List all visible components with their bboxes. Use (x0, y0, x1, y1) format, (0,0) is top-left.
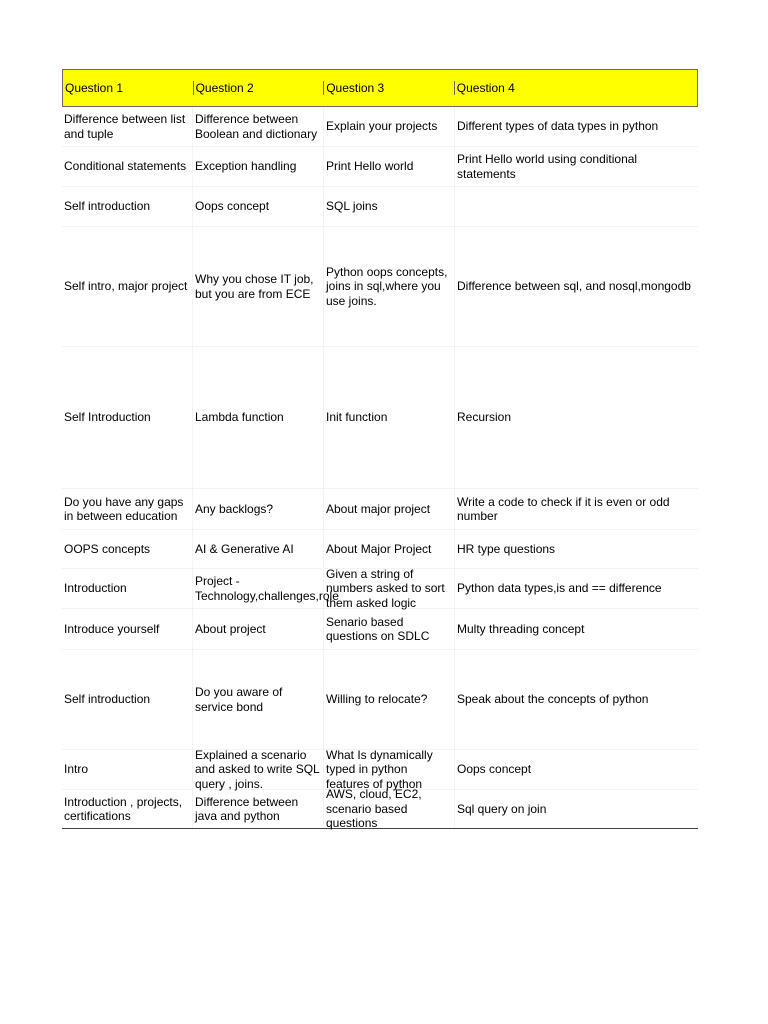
table-cell[interactable]: Python oops concepts, joins in sql,where you use joins. (324, 227, 455, 346)
table-cell[interactable]: Explain your projects (324, 107, 455, 146)
table-row (62, 107, 698, 147)
table-cell[interactable]: Self introduction (62, 187, 193, 226)
table-cell[interactable]: Project - Technology,challenges,role (193, 569, 324, 608)
table-cell[interactable]: Write a code to check if it is even or odd number (457, 494, 670, 523)
table-cell[interactable]: Oops concept (193, 187, 324, 226)
table-cell[interactable]: Senario based questions on SDLC (324, 609, 455, 649)
table-cell[interactable]: Introduction (62, 569, 193, 608)
spreadsheet-table (62, 69, 698, 829)
header-row (62, 69, 698, 107)
table-cell[interactable]: About Major Project (324, 530, 455, 568)
table-cell[interactable]: Willing to relocate? (324, 650, 455, 749)
table-row (62, 650, 698, 750)
table-cell[interactable]: AWS, cloud, EC2, scenario based questions (324, 790, 455, 828)
table-cell[interactable]: Exception handling (193, 147, 324, 186)
table-cell[interactable]: Why you chose IT job, but you are from ECE (193, 227, 324, 346)
table-row (62, 530, 698, 569)
table-cell[interactable]: Introduction , projects, certifications (62, 790, 193, 828)
table-cell[interactable]: Self Introduction (62, 347, 193, 488)
table-row (62, 147, 698, 187)
table-row (62, 227, 698, 347)
table-cell[interactable]: Difference between Boolean and dictionary (193, 107, 324, 146)
table-cell[interactable]: Introduce yourself (62, 609, 193, 649)
table-cell[interactable]: Do you aware of service bond (193, 650, 324, 749)
header-cell-question-4[interactable]: Question 4 (456, 80, 515, 95)
table-cell[interactable]: Sql query on join (457, 801, 547, 816)
table-cell[interactable]: About major project (324, 489, 455, 529)
table-cell[interactable]: Print Hello world (324, 147, 455, 186)
table-row (62, 609, 698, 650)
table-cell[interactable]: Self intro, major project (62, 227, 193, 346)
table-cell[interactable]: Difference between list and tuple (62, 107, 193, 146)
table-cell[interactable]: SQL joins (324, 187, 455, 226)
table-cell[interactable]: Recursion (457, 410, 512, 425)
table-cell[interactable]: Lambda function (193, 347, 324, 488)
table-cell[interactable]: Do you have any gaps in between education (62, 489, 193, 529)
table-cell[interactable]: AI & Generative AI (193, 530, 324, 568)
table-cell[interactable]: Difference between java and python (193, 790, 324, 828)
table-cell[interactable]: Self introduction (62, 650, 193, 749)
table-cell[interactable]: OOPS concepts (62, 530, 193, 568)
table-cell[interactable]: Print Hello world using conditional statements (457, 152, 638, 181)
table-cell[interactable]: Multy threading concept (457, 621, 585, 636)
table-cell[interactable]: Intro (62, 750, 193, 789)
header-cell-question-1[interactable]: Question 1 (63, 81, 194, 96)
table-cell[interactable]: Speak about the concepts of python (457, 692, 649, 707)
table-cell[interactable]: About project (193, 609, 324, 649)
table-cell[interactable]: Explained a scenario and asked to write SQL query , joins. (193, 750, 324, 789)
table-row (62, 787, 698, 831)
table-row (62, 489, 698, 530)
table-cell[interactable]: Oops concept (457, 762, 532, 777)
table-cell[interactable]: Conditional statements (62, 147, 193, 186)
table-cell[interactable]: HR type questions (457, 541, 556, 556)
table-cell[interactable]: Python data types,is and == difference (457, 581, 662, 596)
table-cell[interactable]: Different types of data types in python (457, 119, 659, 134)
header-cell-question-3[interactable]: Question 3 (324, 81, 455, 96)
table-cell[interactable]: What Is dynamically typed in python features of python (324, 750, 455, 789)
table-cell[interactable]: Difference between sql, and nosql,mongodb (457, 279, 691, 294)
table-row (62, 187, 698, 227)
table-row (62, 566, 698, 610)
table-cell[interactable]: Init function (324, 347, 455, 488)
table-row (62, 747, 698, 791)
table-cell[interactable]: Given a string of numbers asked to sort them asked logic (324, 569, 455, 608)
table-cell[interactable] (455, 187, 698, 226)
header-cell-question-2[interactable]: Question 2 (194, 81, 325, 96)
table-row (62, 347, 698, 489)
table-cell[interactable]: Any backlogs? (193, 489, 324, 529)
